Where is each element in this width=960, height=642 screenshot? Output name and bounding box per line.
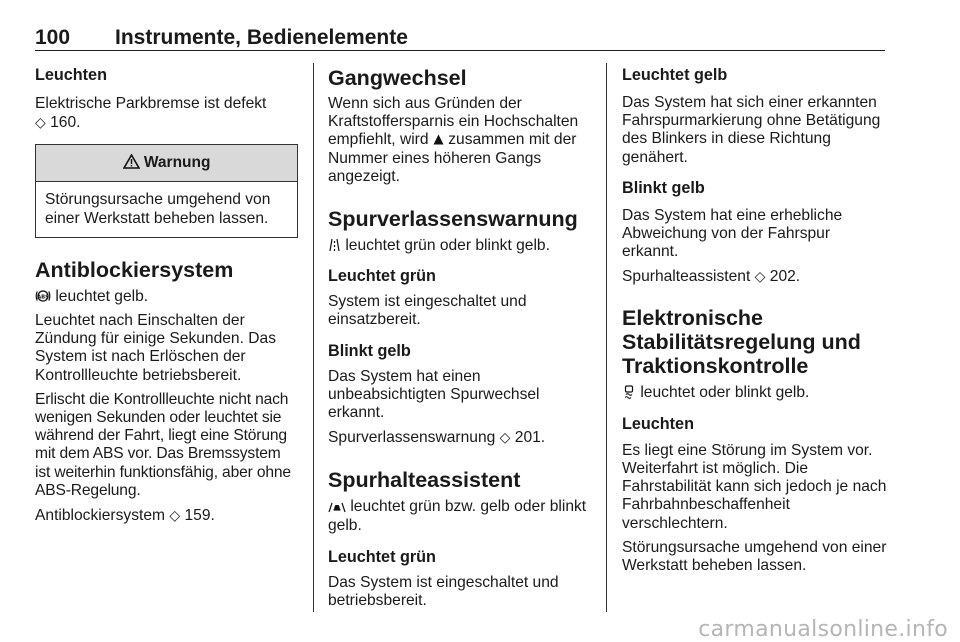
spurhalteassistent-title: Spurhalteassistent — [328, 468, 521, 493]
esc-skid-icon — [622, 384, 640, 401]
column-1 — [35, 66, 298, 525]
parkbremse-text: Elektrische Parkbremse ist defekt ◇ 160. — [35, 95, 267, 132]
abs-title: Antiblockiersystem — [35, 257, 234, 282]
chapter-title: Instrumente, Bedienelemente — [115, 26, 408, 49]
page-ref-arrow-icon: ◇ — [499, 429, 511, 446]
halte-reference: Spurhalteassistent ◇ 202. — [622, 268, 801, 286]
upshift-arrow-icon — [433, 131, 448, 148]
halte-leuchtet-gruen-text: Das System ist eingeschaltet und betriebsbereit. — [328, 573, 559, 610]
page-ref-arrow-icon: ◇ — [35, 114, 46, 131]
abs-ref-page[interactable]: 159. — [184, 507, 215, 525]
esc-indicator-line: leuchtet oder blinkt gelb. — [622, 384, 888, 402]
page-ref-arrow-icon: ◇ — [754, 268, 766, 285]
werkstatt-text: Störungsursache umgehend von einer Werkstatt beheben lassen. — [622, 538, 887, 575]
esc-title: Elektronische Stabilitätsregelung und Traktionskontrolle — [622, 305, 861, 378]
watermark: carmanualsonline.info — [698, 617, 948, 642]
leuchtet-gelb-text: Das System hat sich einer erkannten Fahrspurmarkierung ohne Betätigung des Blinkers in diese Richtung genähert. — [622, 94, 881, 166]
spur-blinkt-gelb-text: Das System hat einen unbeabsichtigten Spurwechsel erkannt. — [328, 367, 540, 422]
blinkt-gelb-heading: Blinkt gelb — [622, 178, 705, 197]
lane-departure-icon — [328, 237, 345, 254]
page-header — [35, 28, 885, 51]
abs-indicator-line: ABS leuchtet gelb. — [35, 288, 298, 306]
spur-reference: Spurverlassenswarnung ◇ 201. — [328, 429, 546, 447]
spur-ref-page[interactable]: 201. — [514, 429, 546, 447]
leuchten-heading: Leuchten — [622, 414, 694, 433]
warning-triangle-icon — [123, 154, 144, 171]
column-divider-1 — [313, 63, 314, 612]
abs-paragraph-2: Erlischt die Kontrollleuchte nicht nach wenigen Sekunden oder leuchtet sie während der Fahrt, liegt eine Störung mit dem ABS vor. Das Bremssystem ist weiterhin funktionsfähig, aber ohne ABS-Regelung. — [35, 390, 291, 499]
leuchtet-gelb-heading: Leuchtet gelb — [622, 66, 728, 84]
blinkt-gelb-text: Das System hat eine erhebliche Abweichung von der Fahrspur erkannt. — [622, 206, 843, 261]
abs-paragraph-1: Leuchtet nach Einschalten der Zündung für einige Sekunden. Das System ist nach Erlöschen der Kontrollleuchte betriebsbereit. — [35, 312, 277, 384]
column-2 — [328, 66, 590, 610]
warning-text: Störungsursache umgehend von einer Werkstatt beheben lassen. — [45, 191, 271, 227]
abs-warning-icon — [35, 288, 55, 305]
column-divider-2 — [606, 63, 607, 612]
abs-reference: Antiblockiersystem ◇ 159. — [35, 507, 215, 525]
page-ref-arrow-icon: ◇ — [169, 507, 181, 524]
spurverlassenswarnung-title: Spurverlassenswarnung — [328, 207, 578, 232]
parkbremse-ref[interactable]: 160. — [50, 114, 81, 132]
gangwechsel-title: Gangwechsel — [328, 66, 467, 90]
lane-keep-indicator-line: leuchtet grün bzw. gelb oder blinkt gelb. — [328, 498, 587, 534]
spur-leuchtet-gruen-text: System ist eingeschaltet und einsatzbereit. — [328, 293, 527, 329]
warning-title: Warnung — [143, 154, 211, 172]
gangwechsel-text: Wenn sich aus Gründen der Kraftstoffersparnis ein Hochschalten empfiehlt, wird zusammen mit der Nummer eines höheren Gangs angezeigt. — [328, 95, 579, 185]
column-3 — [622, 66, 888, 575]
heading-leuchten: Leuchten — [35, 66, 107, 84]
halte-leuchtet-gruen-heading: Leuchtet grün — [328, 547, 436, 566]
svg-text:ABS: ABS — [37, 294, 49, 301]
halte-ref-page[interactable]: 202. — [769, 268, 801, 286]
page-number: 100 — [35, 26, 71, 49]
lane-departure-indicator-line: leuchtet grün oder blinkt gelb. — [328, 237, 590, 255]
leuchten-text: Es liegt eine Störung im System vor. Weiterfahrt ist möglich. Die Fahrstabilität kann sich jedoch je nach Fahrbahnbeschaffenheit verschlechtern. — [622, 441, 887, 532]
warning-box — [35, 144, 298, 237]
warning-header — [36, 145, 297, 182]
spur-leuchtet-gruen-heading: Leuchtet grün — [328, 267, 436, 286]
lane-keep-assist-icon — [328, 498, 350, 515]
spur-blinkt-gelb-heading: Blinkt gelb — [328, 341, 411, 360]
